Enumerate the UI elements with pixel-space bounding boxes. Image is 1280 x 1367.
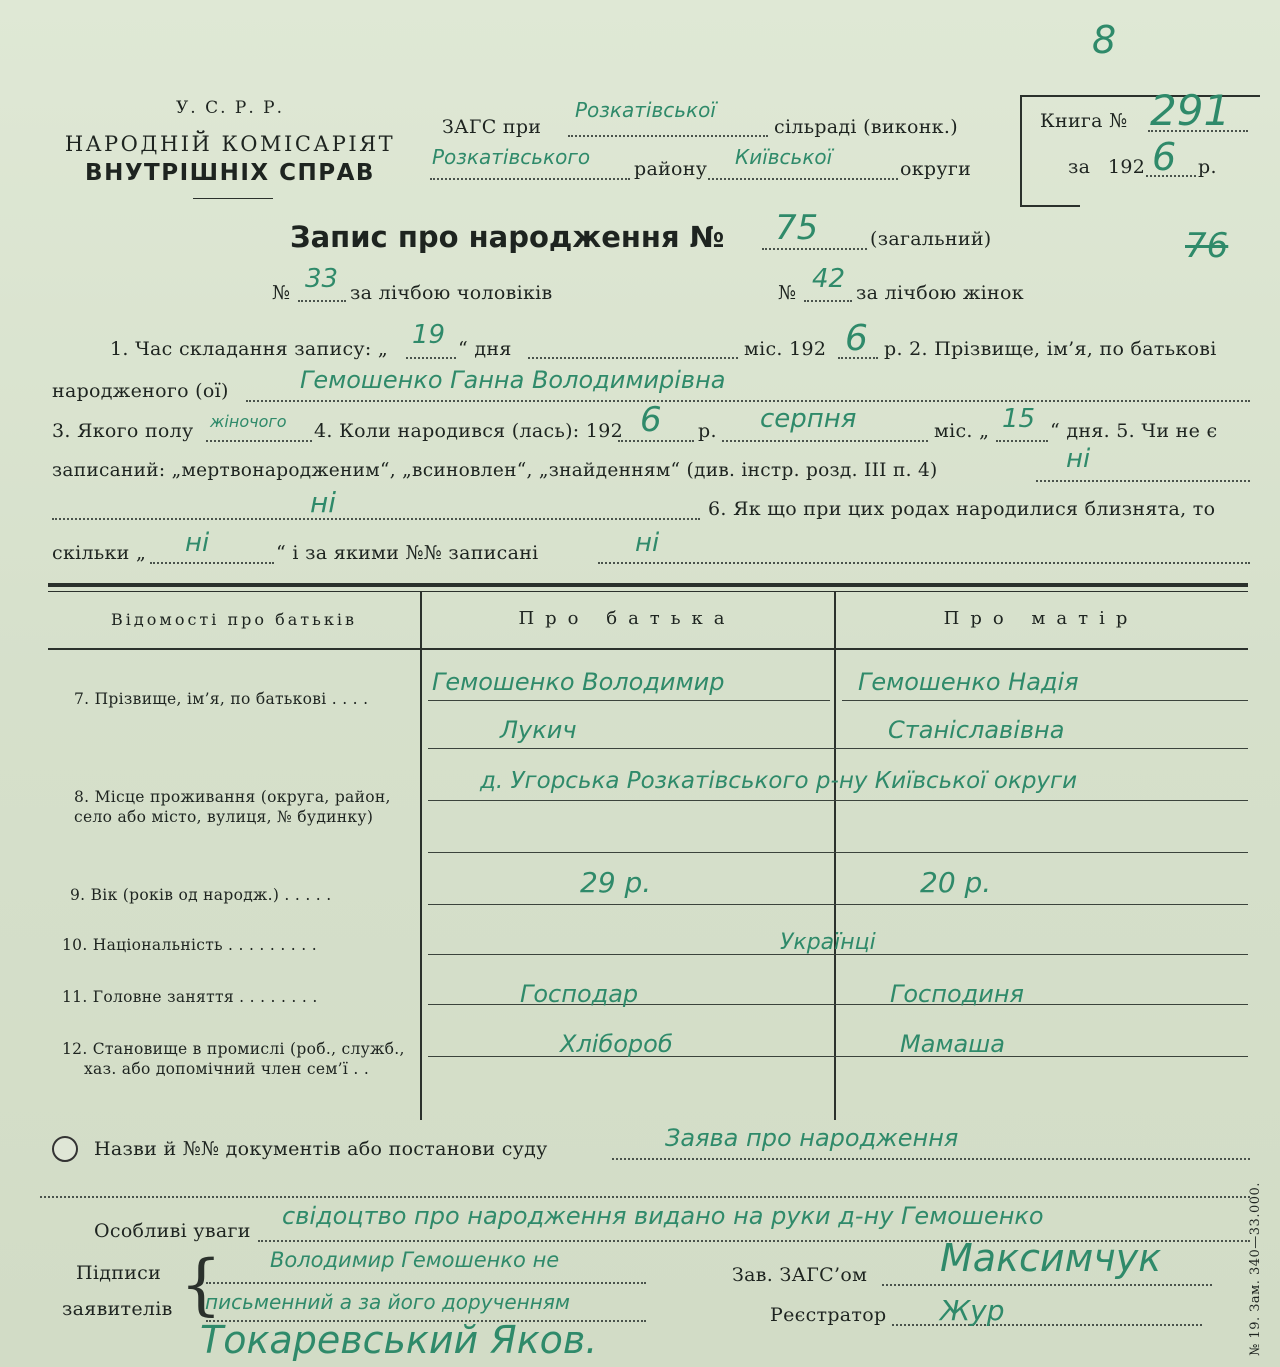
registrar-label: Реєстратор [770,1304,887,1326]
f2-label: р. 2. Прізвище, ім’я, по батькові [884,338,1217,360]
zags-at-label: ЗАГС при [442,116,542,138]
okrug-value: Київської [735,145,833,169]
header-divider [193,198,273,199]
page-mark: 8 [1092,18,1117,62]
applicant-3: Токаревський Яков. [200,1318,598,1362]
row-occupation-label: 11. Головне заняття . . . . . . . . [62,988,318,1006]
f3-label: 3. Якого полу [52,420,194,442]
f6-count-line [150,562,274,564]
f6-nums: ні [635,528,660,558]
row-position-label-1: 12. Становище в промислі (роб., служб., [62,1040,405,1058]
applicant-line-1 [206,1282,646,1284]
table-col-divider-1 [420,592,422,1120]
women-label: за лічбою жінок [856,282,1024,304]
born-value: Гемошенко Ганна Володимирівна [300,366,726,394]
ussr-label: У. С. Р. Р. [176,98,284,118]
f4-month: серпня [760,404,857,434]
men-label: за лічбою чоловіків [350,282,553,304]
record-number-corr: 76 [1185,226,1229,266]
record-number-line [762,248,867,250]
row-name-label: 7. Прізвище, ім’я, по батькові . . . . [74,690,369,708]
book-box-bottom [1020,205,1080,207]
row-name-rule-3 [428,748,1248,749]
book-year-prefix: 192 [1108,156,1146,178]
residence-value: д. Угорська Розкатівського р-ну Київської округи [480,768,1078,794]
men-count: 33 [305,264,339,294]
f1-day-word: “ дня [458,338,512,360]
table-header-mother: Про матір [943,608,1139,629]
f4-mis: міс. „ [934,420,990,442]
f4-day-line [996,440,1048,442]
head-line [882,1284,1212,1286]
row-residence-rule-1 [428,800,1248,801]
f4-day: 15 [1002,404,1036,434]
docs-line-2 [40,1196,1250,1198]
zags-line [568,135,768,137]
f1-day: 19 [412,320,446,350]
f5-line2: записаний: „мертвонародженим“, „всиновлен“, „знайденням“ (див. інстр. розд. III п. 4) [52,460,938,481]
row-name-rule-2 [842,700,1248,701]
registrar-line [892,1324,1202,1326]
docs-line [612,1158,1250,1160]
sign-label-1: Підписи [76,1262,162,1284]
f5-line [1036,480,1250,482]
applicant-1: Володимир Гемошенко не [270,1248,560,1272]
f6-nums-line [598,562,1250,564]
book-year-for: за [1068,156,1091,178]
applicant-2: письменний а за його дорученням [205,1290,570,1314]
father-name-2: Лукич [500,716,577,744]
mother-occupation: Господиня [890,980,1024,1008]
f4-year: 6 [640,400,662,440]
punch-hole [52,1136,78,1162]
f1-year: 6 [845,318,868,359]
men-no: № [272,282,291,304]
book-year-r: р. [1198,156,1217,178]
f4-year-line [618,440,694,442]
record-general-label: (загальний) [870,228,992,250]
internal-affairs-label: ВНУТРІШНІХ СПРАВ [85,160,375,186]
head-signature: Максимчук [940,1236,1162,1280]
row-age-label: 9. Вік (років од народж.) . . . . . [70,886,332,904]
row-position-rule [428,1056,1248,1057]
notes-label: Особливі уваги [94,1220,251,1242]
f5-value1: ні [1066,444,1091,474]
nationality-value: Українці [780,930,876,955]
zags-value: Розкатівської [575,98,716,122]
father-age: 29 р. [580,866,652,899]
f3-line [206,440,312,442]
f1-month-line [528,357,738,359]
okrug-label: округи [900,158,972,180]
row-residence-label-2: село або місто, вулиця, № будинку) [74,808,374,826]
table-col-divider-2 [834,592,836,1120]
table-top-rule [48,583,1248,587]
row-position-label-2: хаз. або допомічний член сем’ї . . [84,1060,370,1078]
record-number: 75 [775,208,819,248]
f1-month: міс. 192 [744,338,827,360]
docs-label: Назви й №№ документів або постанови суду [94,1138,548,1160]
born-line [246,400,1250,402]
f4-r: р. [698,420,717,442]
row-name-rule-1 [428,700,830,701]
mother-age: 20 р. [920,866,992,899]
sign-label-2: заявителів [62,1298,173,1320]
f1-label: 1. Час складання запису: „ [110,338,389,360]
f5-line-2 [52,518,700,520]
men-line [298,300,346,302]
mother-name-1: Гемошенко Надія [858,668,1079,696]
book-year: 6 [1152,135,1177,179]
village-council-label: сільраді (виконк.) [774,116,958,138]
f6-line2b: “ і за якими №№ записані [276,542,539,564]
f6-count: ні [185,528,210,558]
raion-value: Розкатівського [432,145,591,169]
f4-label: 4. Коли народився (лась): 192 [314,420,624,442]
table-header-father: Про батька [518,608,736,629]
commissariat-label: НАРОДНІЙ КОМІСАРІЯТ [64,132,396,156]
row-residence-label-1: 8. Місце проживання (округа, район, [74,788,391,806]
raion-line [430,178,630,180]
book-box-left [1020,95,1022,207]
f6-label: 6. Як що при цих родах народилися близнята, то [708,498,1216,520]
f1-day-line [406,357,456,359]
registrar-signature: Жур [940,1294,1005,1327]
mother-name-2: Станіславівна [888,716,1065,744]
f5-label: “ дня. 5. Чи не є [1050,420,1218,442]
f6-line2a: скільки „ [52,542,147,564]
head-label: Зав. ЗАГС’ом [732,1264,868,1286]
father-occupation: Господар [520,980,639,1008]
father-name-1: Гемошенко Володимир [432,668,725,696]
okrug-line [708,178,898,180]
notes-value: свідоцтво про народження видано на руки д-ну Гемошенко [282,1202,1044,1230]
women-count: 42 [812,264,846,294]
record-title: Запис про народження № [290,220,725,254]
book-label: Книга № [1040,110,1128,132]
print-note: № 19. Зам. 340—33.000. [1248,1182,1263,1356]
mother-position: Мамаша [900,1030,1005,1058]
sign-brace: { [180,1246,222,1323]
raion-label: району [634,158,708,180]
f3-value: жіночого [210,412,287,431]
table-header-parents: Відомості про батьків [111,610,357,629]
women-line [804,300,852,302]
table-header-rule [48,648,1248,650]
father-position: Хлібороб [560,1030,673,1058]
f5-value2: ні [310,486,337,519]
row-residence-rule-2 [428,852,1248,853]
docs-value: Заява про народження [665,1124,959,1152]
row-age-rule [428,904,1248,905]
born-label: народженого (ої) [52,380,229,402]
book-number: 291 [1150,86,1231,135]
women-no: № [778,282,797,304]
f4-month-line [722,440,928,442]
row-nationality-label: 10. Національність . . . . . . . . . [62,936,317,954]
table-top-rule-thin [48,591,1248,592]
